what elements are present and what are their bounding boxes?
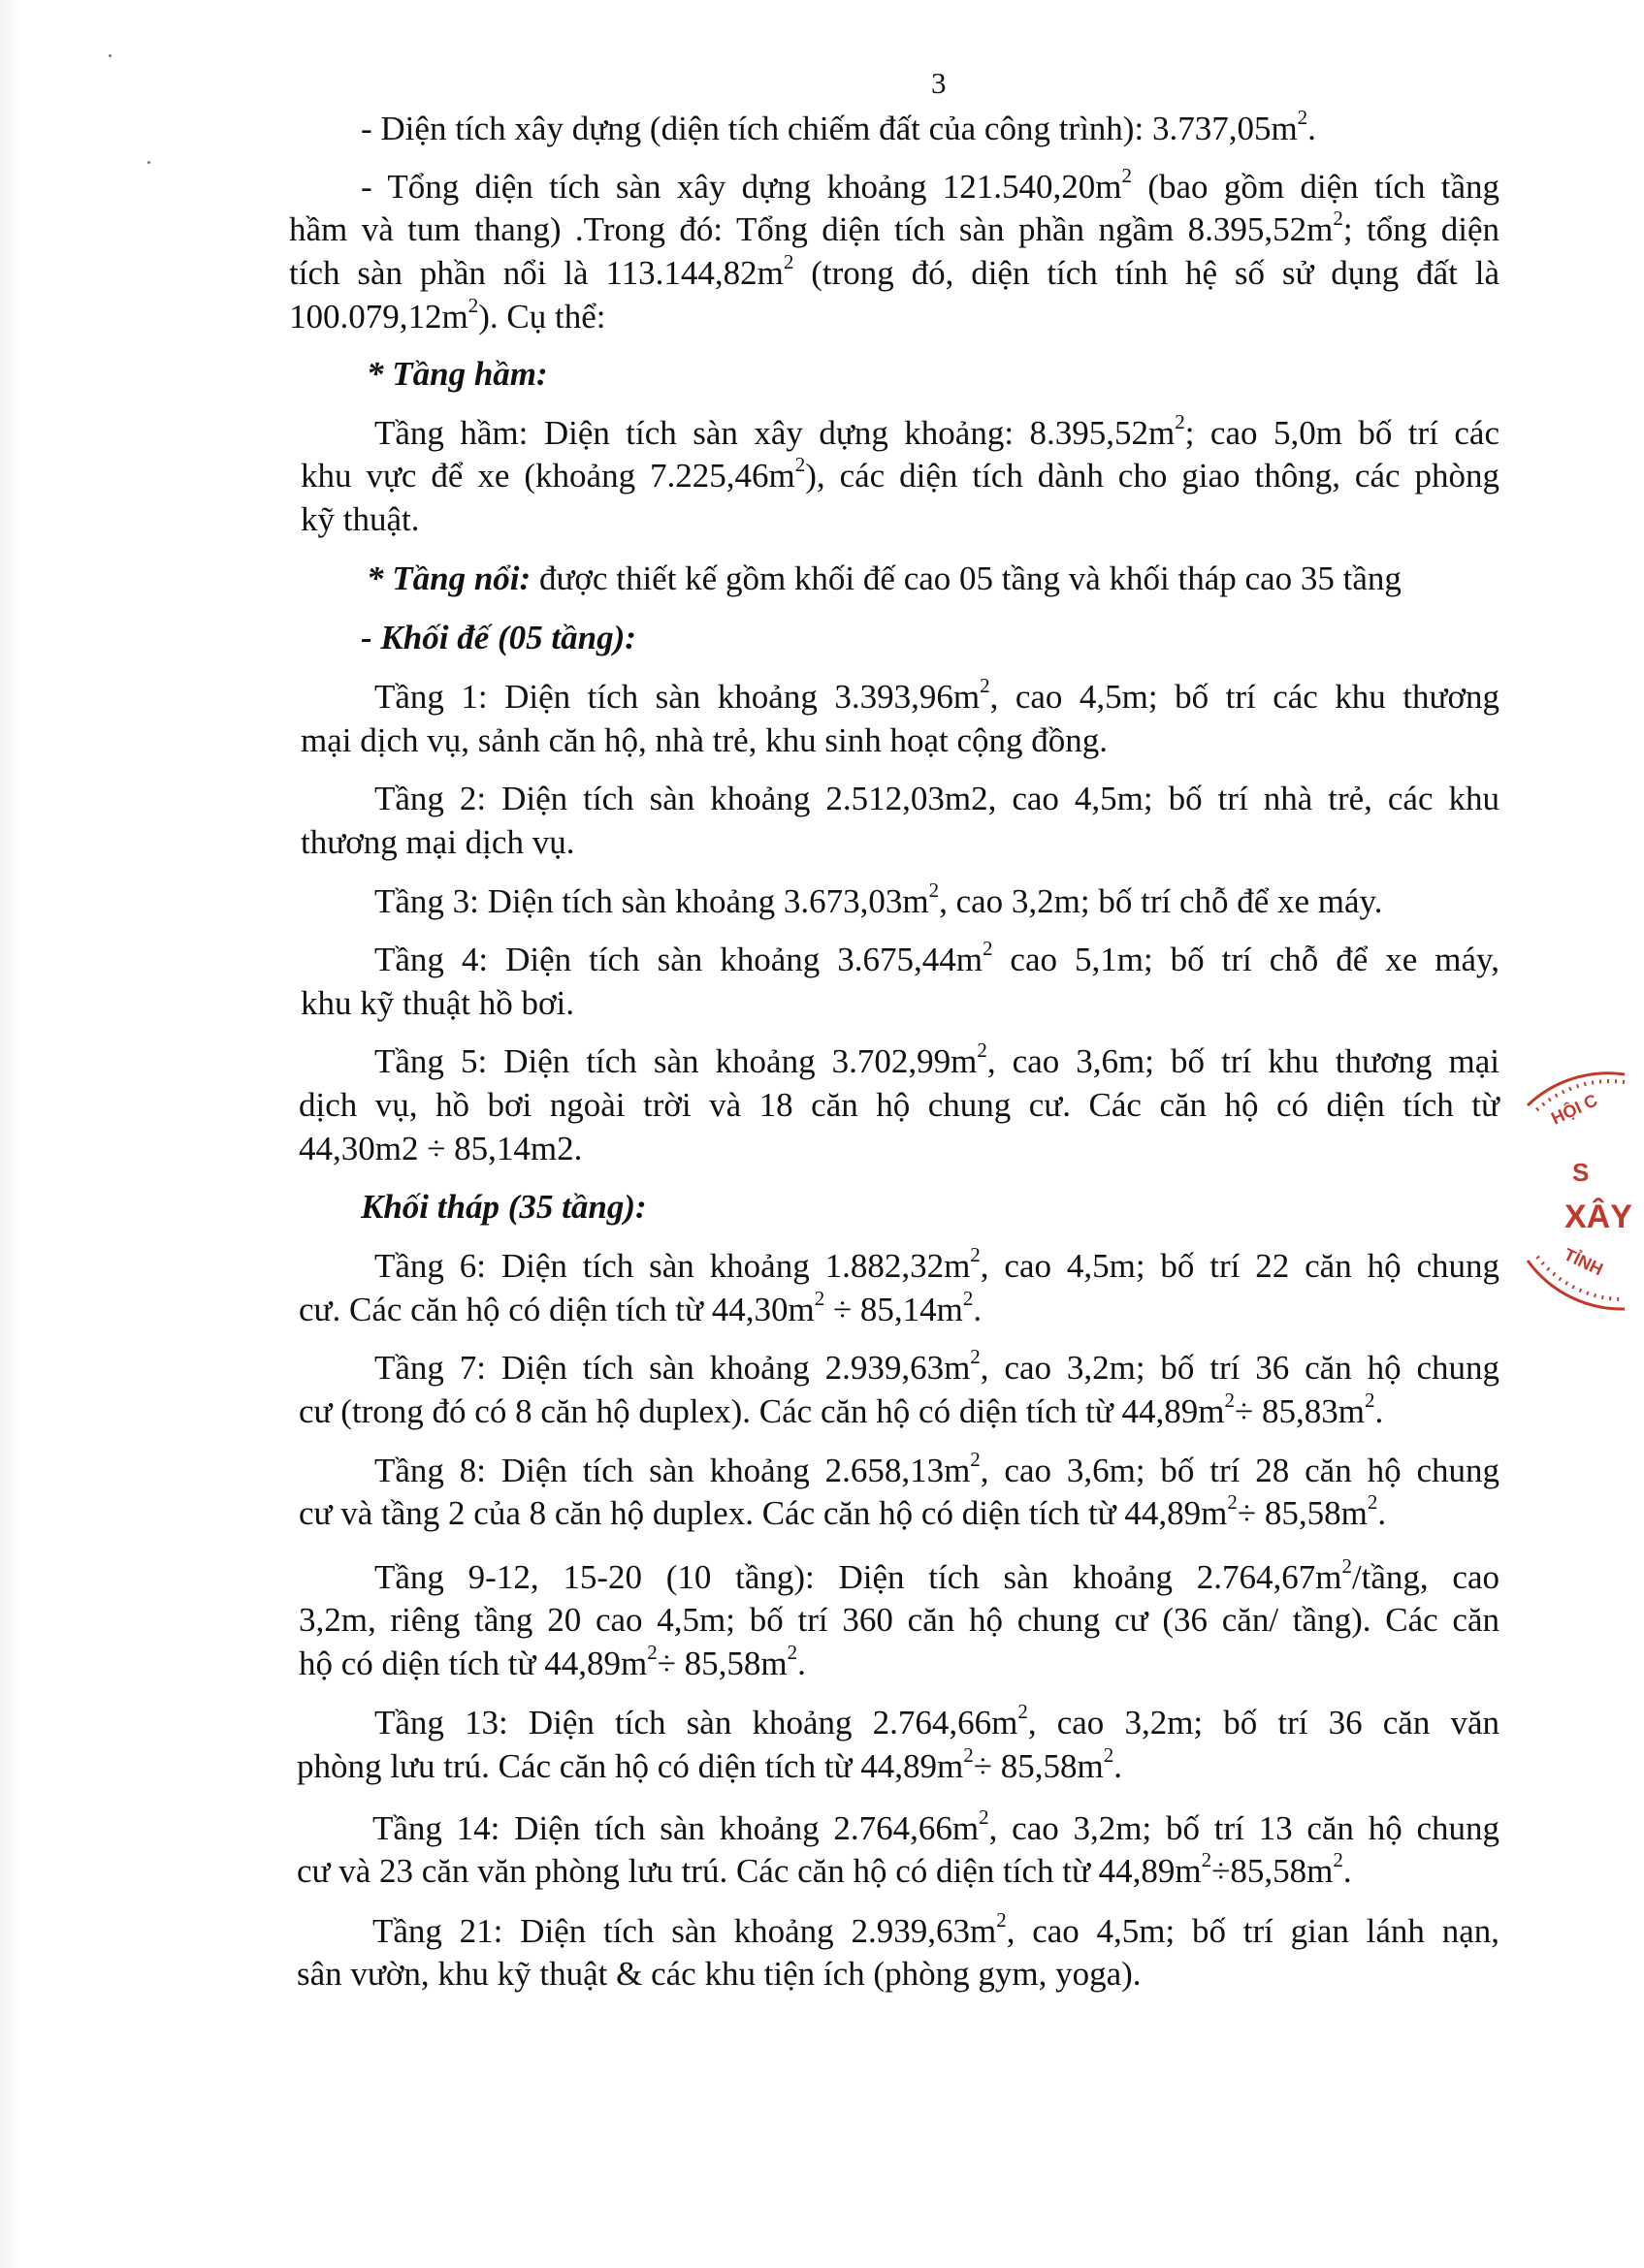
text-line: * Tầng nổi: được thiết kế gồm khối đế cao 05 tầng và khối tháp cao 35 tầng xyxy=(367,559,1402,597)
text-line: 3,2m, riêng tầng 20 cao 4,5m; bố trí 360 căn hộ chung cư (36 căn/ tầng). Các căn xyxy=(299,1601,1499,1639)
section-heading-tang-noi: * Tầng nổi: xyxy=(367,559,532,597)
text-line: tích sàn phần nổi là $113.144,82m^2$ (trong đó, diện tích tính hệ số sử dụng đất là xyxy=(289,250,1499,292)
text-line: $100.079,12m^2$). Cụ thể: xyxy=(289,294,606,335)
text-line: Tầng 8: Diện tích sàn khoảng $2.658,13m^2$, cao 3,6m; bố trí 28 căn hộ chung xyxy=(374,1448,1499,1489)
text-line: sân vườn, khu kỹ thuật & các khu tiện ích (phòng gym, yoga). xyxy=(297,1955,1142,1993)
text-line: Tầng 13: Diện tích sàn khoảng $2.764,66m^2$, cao 3,2m; bố trí 36 căn văn xyxy=(374,1700,1499,1741)
stamp-text-top: HỘI C xyxy=(1548,1090,1601,1129)
text-line: Tầng 7: Diện tích sàn khoảng $2.939,63m^2$, cao 3,2m; bố trí 36 căn hộ chung xyxy=(374,1345,1499,1387)
stamp-text-mid: S xyxy=(1572,1158,1590,1187)
text-line: cư. Các căn hộ có diện tích từ $44,30m^2 \div 85,14m^2$. xyxy=(299,1287,983,1328)
scan-speck xyxy=(147,161,150,164)
stamp-text-big: XÂY xyxy=(1564,1198,1632,1235)
text-line: hầm và tum thang) .Trong đó: Tổng diện tích sàn phần ngầm $8.395,52m^2$; tổng diện xyxy=(289,207,1499,248)
text-line: cư và tầng 2 của 8 căn hộ duplex. Các căn hộ có diện tích từ $44,89m^2\div 85,58m^2$. xyxy=(299,1490,1387,1532)
text-line: 44,30m2 ÷ 85,14m2. xyxy=(299,1130,583,1167)
section-heading-khoi-de: - Khối đế (05 tầng): xyxy=(361,619,636,656)
text-line: Tầng 6: Diện tích sàn khoảng $1.882,32m^2$, cao 4,5m; bố trí 22 căn hộ chung xyxy=(374,1243,1499,1285)
text-line: khu kỹ thuật hồ bơi. xyxy=(301,984,574,1022)
text-line: kỹ thuật. xyxy=(301,500,420,538)
text-line: Tầng hầm: Diện tích sàn xây dựng khoảng: $8.395,52m^2$; cao 5,0m bố trí các xyxy=(374,410,1499,452)
text-line: dịch vụ, hồ bơi ngoài trời và 18 căn hộ chung cư. Các căn hộ có diện tích từ xyxy=(299,1086,1499,1124)
text-line: khu vực để xe (khoảng $7.225,46m^2$), các diện tích dành cho giao thông, các phòng xyxy=(301,453,1499,495)
text-line: hộ có diện tích từ $44,89m^2\div 85,58m^2$. xyxy=(299,1641,806,1682)
text-line: mại dịch vụ, sảnh căn hộ, nhà trẻ, khu sinh hoạt cộng đồng. xyxy=(301,721,1109,759)
text-line: - Diện tích xây dựng (diện tích chiếm đất của công trình): $3.737,05m^2$. xyxy=(361,106,1316,147)
section-heading-tang-ham: * Tầng hầm: xyxy=(367,355,548,393)
text-line: Tầng 14: Diện tích sàn khoảng $2.764,66m^2$, cao 3,2m; bố trí 13 căn hộ chung xyxy=(372,1805,1499,1847)
text-line: - Tổng diện tích sàn xây dựng khoảng $121.540,20m^2$ (bao gồm diện tích tầng xyxy=(361,164,1500,206)
text-line: cư (trong đó có 8 căn hộ duplex). Các căn hộ có diện tích từ $44,89m^2\div 85,83m^2$. xyxy=(299,1389,1384,1430)
page-number: 3 xyxy=(931,66,947,100)
text-line: Tầng 3: Diện tích sàn khoảng $3.673,03m^2$, cao 3,2m; bố trí chỗ để xe máy. xyxy=(374,878,1383,920)
text-line: Tầng 2: Diện tích sàn khoảng 2.512,03m2, cao 4,5m; bố trí nhà trẻ, các khu xyxy=(374,780,1499,817)
text-line: thương mại dịch vụ. xyxy=(301,823,575,861)
scan-speck xyxy=(109,54,112,57)
section-heading-khoi-thap: Khối tháp (35 tầng): xyxy=(361,1188,647,1226)
text-line: Tầng 1: Diện tích sàn khoảng $3.393,96m^2$, cao 4,5m; bố trí các khu thương xyxy=(374,674,1499,716)
scan-edge-shadow xyxy=(0,0,21,2268)
official-stamp xyxy=(1508,1067,1644,1319)
text-line: Tầng 9-12, 15-20 (10 tầng): Diện tích sàn khoảng $2.764,67m^2$/tầng, cao xyxy=(374,1554,1499,1596)
text-line: Tầng 5: Diện tích sàn khoảng $3.702,99m^2$, cao 3,6m; bố trí khu thương mại xyxy=(374,1038,1499,1080)
text-line: Tầng 21: Diện tích sàn khoảng $2.939,63m^2$, cao 4,5m; bố trí gian lánh nạn, xyxy=(372,1908,1499,1950)
text-line: Tầng 4: Diện tích sàn khoảng $3.675,44m^2$ cao 5,1m; bố trí chỗ để xe máy, xyxy=(374,937,1499,978)
text-line: phòng lưu trú. Các căn hộ có diện tích từ $44,89m^2\div 85,58m^2$. xyxy=(297,1743,1122,1785)
text-line: cư và 23 căn văn phòng lưu trú. Các căn hộ có diện tích từ $44,89m^2\div 85,58m^2$. xyxy=(297,1848,1352,1890)
stamp-text-bottom: TỈNH xyxy=(1561,1244,1606,1280)
